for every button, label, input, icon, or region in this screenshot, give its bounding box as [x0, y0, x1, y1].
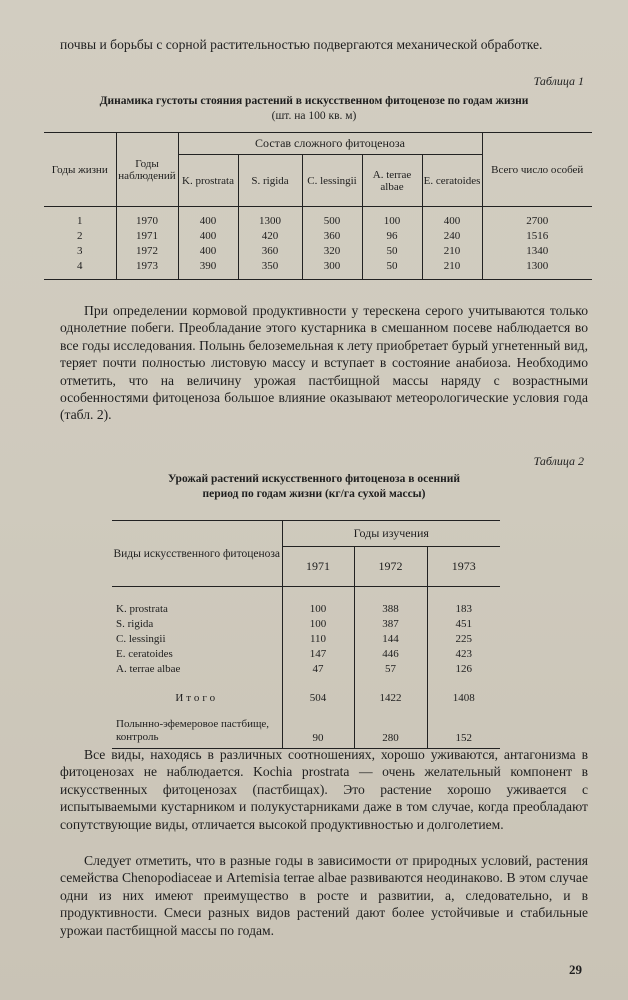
- table1-cell-value: 240: [422, 229, 482, 244]
- table1-cell-value: 300: [302, 259, 362, 280]
- table1-cell-total: 2700: [526, 214, 549, 227]
- table1-cell-value: 390: [178, 259, 238, 280]
- table2-header-year: 1972: [354, 547, 427, 587]
- table2-cell-value: 446: [354, 647, 427, 662]
- table2-total-row: [112, 677, 500, 705]
- table2-row: [112, 662, 500, 677]
- table1-row: [44, 229, 592, 244]
- table2-label: Таблица 2: [533, 454, 584, 468]
- paragraph-3: Все виды, находясь в различных соотношениях, хорошо уживаются, антагонизма в фитоценозах не наблюдается. Kochia prostrata — очень желательный компонент в искусственных фитоценозах (пастбищах). Это растение хорошо уживается с испытываемыми кустарником и полукустарниками даже в том случае, когда преобладают сопутствующие виды, отличается высокой продуктивностью и долголетием.: [60, 747, 588, 832]
- table2-cell-value: 110: [282, 632, 354, 647]
- table1-header-species: S. rigida: [238, 155, 302, 207]
- table1-label: Таблица 1: [533, 74, 584, 88]
- table2-row: [112, 632, 500, 647]
- paragraph-4: Следует отметить, что в разные годы в зависимости от природных условий, растения семейства Chenopodiaceae и Artemisia terrae albae развиваются неодинаково. В этом случае одни из них имеют преимущество в росте и развитии, а, следовательно, и в продуктивности. Смеси разных видов растений дают более устойчивые и стабильные урожаи пастбищной массы по годам.: [60, 853, 588, 938]
- table1-header-species: K. prostrata: [178, 155, 238, 207]
- table1-title: Динамика густоты стояния растений в искусственном фитоценозе по годам жизни: [99, 95, 529, 107]
- table1-cell-value: 50: [362, 259, 422, 280]
- table2-cell-value: 387: [354, 617, 427, 632]
- table1-cell-value: 360: [302, 229, 362, 244]
- table1-body: [44, 207, 592, 280]
- table1-cell-year: 1973: [116, 259, 178, 280]
- table2-header-year: 1971: [282, 547, 354, 587]
- table1-header-total: Всего число особей: [482, 133, 592, 207]
- table2-body: [112, 587, 500, 749]
- table1: [44, 132, 592, 280]
- table2-cell-value: 423: [455, 647, 472, 660]
- table2-row: [112, 647, 500, 662]
- table2-cell-species: S. rigida: [112, 617, 282, 632]
- table1-header-species: C. lessingii: [302, 155, 362, 207]
- table2-cell-species: A. terrae albae: [112, 662, 282, 677]
- table2-control-label: Полынно-эфемеровое пастбище, контроль: [112, 705, 282, 749]
- table1-subtitle: (шт. на 100 кв. м): [271, 110, 357, 122]
- table2-cell-value: 47: [282, 662, 354, 677]
- page-number: 29: [569, 962, 582, 977]
- table1-cell-value: 50: [362, 244, 422, 259]
- table2-total-label: Итого: [112, 677, 282, 705]
- table2-cell-value: 100: [282, 587, 354, 617]
- table1-cell-value: 400: [178, 244, 238, 259]
- table1-cell-total: 1516: [526, 229, 549, 242]
- table1-row: [44, 207, 592, 229]
- table2-header-year: 1973: [427, 547, 500, 587]
- table2-cell-value: 451: [455, 617, 472, 630]
- table1-header-species: E. ceratoides: [422, 155, 482, 207]
- table2-cell-value: 144: [354, 632, 427, 647]
- table2-title-line1: Урожай растений искусственного фитоценоза в осенний: [168, 473, 460, 485]
- table2-cell-value: 183: [455, 602, 472, 615]
- table2-cell-value: 57: [354, 662, 427, 677]
- table1-cell-value: 400: [178, 229, 238, 244]
- table2-cell-value: 126: [455, 662, 472, 675]
- table2-control-value: 280: [354, 705, 427, 749]
- table1-cell-value: 96: [362, 229, 422, 244]
- table1-cell-total: 1340: [526, 244, 549, 257]
- table2-control-value: 90: [282, 705, 354, 749]
- paragraph-2: При определении кормовой продуктивности у терескена серого учитываются только однолетние побеги. Преобладание этого кустарника в смешанном посеве наблюдается во все годы исследования. Полынь белоземельная к лету приобретает бурый угнетенный вид, теряет почти полностью листовую массу и вступает в состояние анабиоза. Необходимо отметить, что на величину урожая пастбищной массы наряду с возрастными особенностями фитоценоза большое влияние оказывают метеорологические условия года (табл. 2).: [60, 303, 588, 423]
- table2-control-row: [112, 705, 500, 749]
- table1-cell-value: 100: [362, 207, 422, 229]
- table2-caption: [40, 472, 588, 502]
- table2-cell-species: K. prostrata: [112, 587, 282, 617]
- table1-header-species: A. terrae albae: [362, 155, 422, 207]
- table1-caption: [40, 94, 588, 124]
- table1-header-years-obs: Годы наблюдений: [116, 133, 178, 207]
- table2-total-value: 1408: [452, 691, 475, 704]
- table1-cell-life: 4: [44, 259, 116, 280]
- table1-cell-life: 1: [44, 207, 116, 229]
- table1-cell-year: 1972: [116, 244, 178, 259]
- table1-cell-value: 210: [422, 259, 482, 280]
- table2-cell-species: C. lessingii: [112, 632, 282, 647]
- table1-cell-total: 1300: [482, 259, 592, 280]
- table2-cell-value: 147: [282, 647, 354, 662]
- table1-cell-value: 1300: [238, 207, 302, 229]
- table2-header-species: Виды искусственного фитоценоза: [112, 521, 282, 587]
- table2-cell-value: 225: [455, 632, 472, 645]
- table1-cell-life: 3: [44, 244, 116, 259]
- table1-cell-value: 500: [302, 207, 362, 229]
- table2-control-value: 152: [427, 705, 500, 749]
- table2-total-value: 1422: [354, 677, 427, 705]
- table2-total-value: 504: [282, 677, 354, 705]
- table1-cell-value: 320: [302, 244, 362, 259]
- table1-cell-value: 420: [238, 229, 302, 244]
- intro-paragraph: почвы и борьбы с сорной растительностью подвергаются механической обработке.: [60, 37, 543, 52]
- table1-row: [44, 244, 592, 259]
- table2-cell-value: 100: [282, 617, 354, 632]
- table1-cell-value: 210: [422, 244, 482, 259]
- table2-header-years: Годы изучения: [282, 521, 500, 547]
- table1-row: [44, 259, 592, 280]
- table2: [112, 520, 500, 749]
- table1-cell-value: 360: [238, 244, 302, 259]
- table2-cell-value: 388: [354, 587, 427, 617]
- table1-cell-year: 1971: [116, 229, 178, 244]
- table1-header-years-life: Годы жизни: [44, 133, 116, 207]
- table2-cell-species: E. ceratoides: [112, 647, 282, 662]
- table1-cell-value: 400: [178, 207, 238, 229]
- table1-header-composition: Состав сложного фитоценоза: [178, 133, 482, 155]
- table2-row: [112, 617, 500, 632]
- table1-cell-value: 350: [238, 259, 302, 280]
- table2-title-line2: период по годам жизни (кг/га сухой массы): [202, 488, 426, 500]
- table1-cell-year: 1970: [116, 207, 178, 229]
- table1-cell-value: 400: [422, 207, 482, 229]
- table2-row: [112, 587, 500, 617]
- table1-cell-life: 2: [44, 229, 116, 244]
